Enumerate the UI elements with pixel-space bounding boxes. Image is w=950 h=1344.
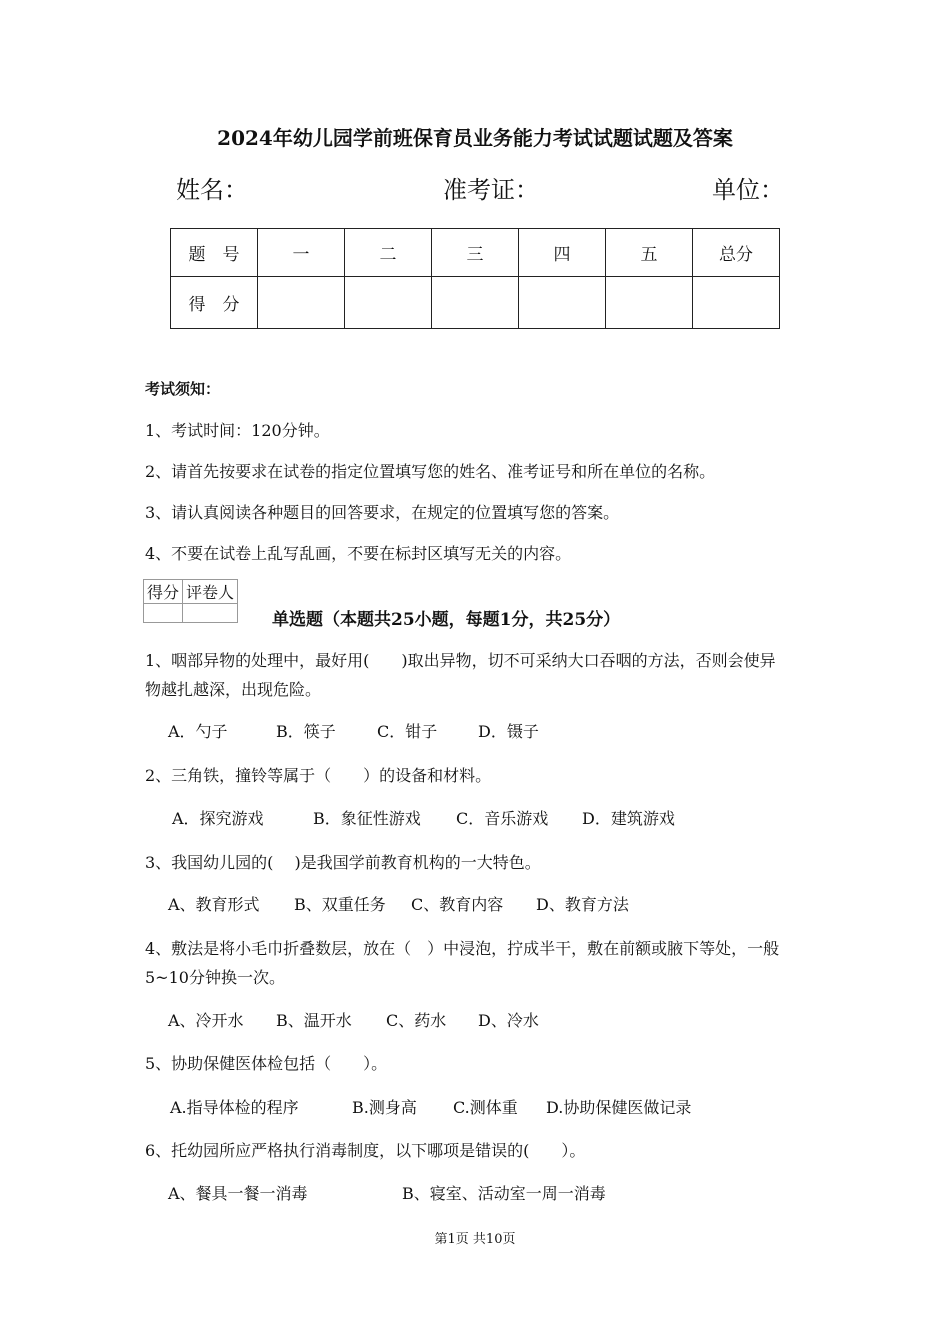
score-cell[interactable]: [345, 277, 432, 329]
option[interactable]: D．建筑游戏: [582, 809, 675, 828]
option[interactable]: D.协助保健医做记录: [546, 1098, 692, 1117]
section-title: 单选题（本题共25小题，每题1分，共25分）: [272, 610, 621, 630]
option[interactable]: B．筷子: [276, 722, 336, 741]
notice-item: 3、请认真阅读各种题目的回答要求，在规定的位置填写您的答案。: [145, 503, 620, 522]
score-cell[interactable]: [693, 277, 780, 329]
option[interactable]: B、温开水: [276, 1011, 352, 1030]
score-header-cell: 题 号: [171, 229, 258, 277]
score-cell[interactable]: [519, 277, 606, 329]
score-table: [170, 228, 780, 329]
exam-id-label: 准考证：: [443, 176, 539, 204]
notice-item: 2、请首先按要求在试卷的指定位置填写您的姓名、准考证号和所在单位的名称。: [145, 462, 716, 481]
grader-reviewer-label: 评卷人: [183, 580, 238, 604]
unit-label: 单位：: [712, 176, 784, 204]
option[interactable]: D、教育方法: [536, 895, 629, 914]
option[interactable]: B．象征性游戏: [313, 809, 421, 828]
question-text: 物越扎越深，出现危险。: [145, 680, 322, 699]
score-cell[interactable]: [606, 277, 693, 329]
score-header-cell: 总分: [693, 229, 780, 277]
score-header-cell: 一: [258, 229, 345, 277]
score-header-cell: 二: [345, 229, 432, 277]
option[interactable]: C．音乐游戏: [456, 809, 549, 828]
notice-item: 1、考试时间：120分钟。: [145, 421, 330, 440]
question-text: 5、协助保健医体检包括（ ）。: [145, 1054, 388, 1073]
question-text: 2、三角铁，撞铃等属于（ ）的设备和材料。: [145, 766, 492, 785]
page-title: 2024年幼儿园学前班保育员业务能力考试试题试题及答案: [217, 126, 733, 150]
grader-score-label: 得分: [144, 580, 183, 604]
option[interactable]: A．勺子: [168, 722, 228, 741]
name-label: 姓名：: [176, 176, 248, 204]
score-header-cell: 四: [519, 229, 606, 277]
option[interactable]: A、冷开水: [168, 1011, 244, 1030]
question-text: 4、敷法是将小毛巾折叠数层，放在（ ）中浸泡，拧成半干，敷在前额或腋下等处，一般: [145, 939, 780, 958]
question-text: 1、咽部异物的处理中，最好用( )取出异物，切不可采纳大口吞咽的方法，否则会使异: [145, 651, 776, 670]
score-cell[interactable]: [432, 277, 519, 329]
option[interactable]: A．探究游戏: [172, 809, 264, 828]
option[interactable]: A.指导体检的程序: [170, 1098, 299, 1117]
question-text: 5~10分钟换一次。: [145, 968, 285, 987]
option[interactable]: C．钳子: [377, 722, 438, 741]
option[interactable]: C、药水: [386, 1011, 447, 1030]
score-cell[interactable]: [258, 277, 345, 329]
option[interactable]: A、餐具一餐一消毒: [168, 1184, 308, 1203]
option[interactable]: D、冷水: [478, 1011, 539, 1030]
page-footer: 第1页 共10页: [434, 1232, 516, 1247]
score-table-header-row: [171, 229, 780, 277]
option[interactable]: B、双重任务: [294, 895, 386, 914]
option[interactable]: C、教育内容: [411, 895, 504, 914]
option[interactable]: D．镊子: [478, 722, 539, 741]
notice-heading: 考试须知：: [145, 380, 221, 398]
grader-reviewer-cell[interactable]: [183, 604, 238, 623]
score-header-cell: 五: [606, 229, 693, 277]
question-text: 6、托幼园所应严格执行消毒制度，以下哪项是错误的( ）。: [145, 1141, 586, 1160]
option[interactable]: C.测体重: [453, 1098, 518, 1117]
grader-score-cell[interactable]: [144, 604, 183, 623]
option[interactable]: A、教育形式: [168, 895, 260, 914]
question-text: 3、我国幼儿园的( )是我国学前教育机构的一大特色。: [145, 853, 541, 872]
option[interactable]: B、寝室、活动室一周一消毒: [402, 1184, 606, 1203]
score-row-label: 得 分: [171, 277, 258, 329]
score-header-cell: 三: [432, 229, 519, 277]
notice-item: 4、不要在试卷上乱写乱画，不要在标封区填写无关的内容。: [145, 544, 572, 563]
option[interactable]: B.测身高: [352, 1098, 417, 1117]
grader-box: [143, 579, 238, 623]
score-table-score-row: [171, 277, 780, 329]
